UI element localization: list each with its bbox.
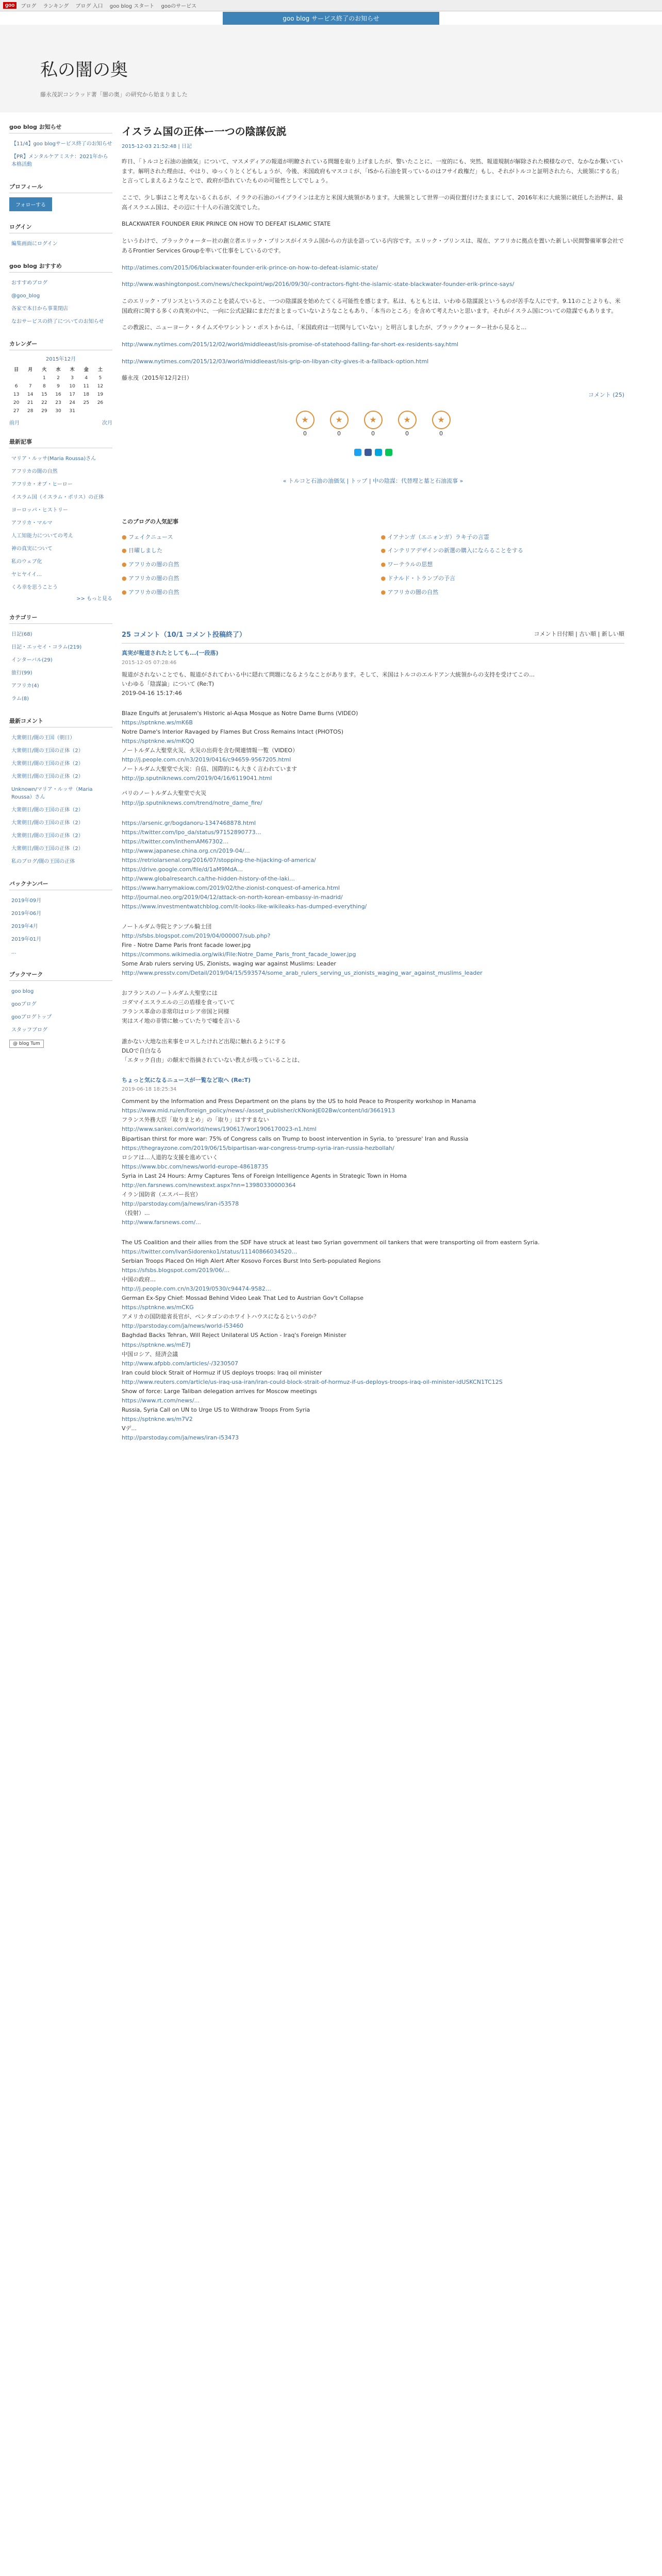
related-post-link[interactable]: ● イアナンガ（エニォンガ）ラキ子の言霊 [381,531,625,544]
calendar-day[interactable]: 11 [83,384,89,389]
comment-line: The US Coalition and their allies from the SDF have struck at least two Syrian government oil tankers that were transporting oil from eastern Syria. [122,1239,540,1246]
post-paragraph: この教説に、ニューヨーク・タイムズやワシントン・ポストからは、「米国政府は一切関与していない」と明言しましたが、ブラックウォーター社から見ると… [122,324,527,331]
related-post-link[interactable]: ● インテリアデザインの新選の購入にならることをする [381,545,625,557]
reaction-count: 0 [337,430,341,437]
post-title[interactable]: イスラム国の正体ー一つの陰謀仮説 [122,125,287,138]
comment-line: フランス革命の非常印はロシア帝国と同様 [122,1008,229,1015]
comment-link[interactable]: https://sfsbs.blogspot.com/2019/06/... [122,1267,230,1274]
comment-link[interactable]: https://twitter.com/lpo_da/status/97152890773… [122,828,261,836]
comment-line: Notre Dame's Interior Ravaged by Flames But Cross Remains Intact (PHOTOS) [122,728,344,736]
comment-link[interactable]: http://parstoday.com/ja/news/iran-i53578 [122,1200,239,1207]
comment-link[interactable]: https://drive.google.com/file/d/1aM9MdA… [122,866,243,873]
recent-post-link[interactable]: くろ幸を思うことう [11,585,58,590]
category-section [9,613,112,705]
calendar-day[interactable]: 8 [42,384,46,389]
reaction-icon: ★ [398,411,417,429]
calendar-day[interactable]: 4 [85,376,88,381]
comment-body [122,709,624,807]
spacer [122,783,624,788]
latest-comment-link[interactable]: 大衆朝日/闇の王国の正体（2） [11,748,84,754]
calendar-day[interactable]: 7 [28,384,32,389]
section-heading: ログイン [9,223,112,233]
comment-line: Iran could block Strait of Hormuz if US deploys troops: Iraq oil minister [122,1369,322,1376]
reaction-count: 0 [405,430,409,437]
comment-link[interactable]: https://sptnkne.ws/mKQQ [122,738,194,745]
nav-item[interactable]: ブログ [21,4,37,9]
post-paragraph: 藤永茂（2015年12月2日） [122,375,192,382]
calendar-weekday: 土 [97,367,103,372]
comment-body [122,819,624,911]
comment-link[interactable]: https://retriolarsenal.org/2016/07/stopping-the-hijacking-of-america/ [122,856,316,863]
comment-link[interactable]: http://j.people.com.cn/n3/2019/0530/c94474-9582… [122,1285,271,1293]
post-date[interactable]: 2015-12-03 21:52:48 | 日記 [122,144,192,149]
follow-button[interactable]: フォローする [9,197,52,211]
comment-line: ノートルダム寺院とテンプル騎士団 [122,923,212,930]
goo-logo[interactable]: goo [3,2,16,9]
comment-line: Vデ... [122,1425,137,1432]
latest-comment-link[interactable]: 大衆朝日/闇の王国の正体（2） [11,846,84,852]
calendar-day [23,374,37,382]
bookmark-link[interactable]: goo blog [11,989,34,994]
comment-link[interactable]: https://sptnkne.ws/mCKG [122,1304,194,1311]
post-body [122,157,624,383]
comment-body [122,989,624,1025]
comment-link[interactable]: https://arsenic.gr/bogdanoru-1347468878.html [122,819,256,826]
calendar-next[interactable]: 次月 [102,420,112,426]
line-icon[interactable] [385,449,392,456]
reaction-button[interactable] [432,411,451,439]
comment-line: 「エタック自由」の顛末で指摘されていない教えが残っていることは、 [122,1056,303,1063]
notice-link[interactable]: 【11/4】goo blogサービス終了のお知らせ [11,141,112,147]
service-end-link[interactable]: goo blog サービス終了のお知らせ [223,12,439,25]
comment-line: 報道がされないことでも、報道がされてわいる中に隠れて問題になるようなことがあります。そして、米国はトルコのエルドアン大統領からの支持を受けてこの… [122,671,535,678]
calendar-day[interactable]: 25 [83,400,89,405]
calendar [9,364,107,415]
comment-body [122,922,624,977]
recommend-section [9,262,112,328]
backnumber-link[interactable]: ... [11,950,16,955]
calendar-day[interactable]: 20 [13,400,20,405]
reaction-button[interactable] [398,411,417,439]
recent-post-link[interactable]: ヨーロッパ・ヒストリー [11,507,68,513]
recent-post-link[interactable]: 神の真実について [11,546,53,552]
comment [122,709,624,807]
related-post-link[interactable]: ● アフリカの闇の自然 [381,586,625,599]
calendar-day[interactable]: 24 [69,400,75,405]
calendar-day[interactable]: 26 [97,400,104,405]
nav-item[interactable]: goo blog スタート [109,4,155,9]
recommend-link[interactable]: なおサービスの終了についてのお知らせ [11,319,104,325]
latest-comment-link[interactable]: 大衆朝日/闇の王国の正体（2） [11,820,84,826]
comment-line: コダマイエスラエルの三の盾様を食っていて [122,999,235,1006]
comment-date: 2019-06-18 18:25:34 [122,1087,177,1093]
reaction-icon: ★ [330,411,349,429]
recommend-link[interactable]: おすすめブログ [11,280,48,286]
comment-line: Comment by the Information and Press Department on the plans by the US to hold Peace to Prosperity workshop in Manama [122,1098,476,1105]
reaction-count: 0 [303,430,307,437]
backnumber-link[interactable]: 2019年06月 [11,911,42,917]
reaction-button[interactable] [296,411,315,439]
comment-line: 誰かない大地な出来事をロスしたけれど出現に触れるようにする [122,1038,286,1045]
comment-body [122,670,624,698]
comment-link[interactable]: https://thegrayzone.com/2019/06/15/bipartisan-war-congress-trump-syria-iran-russia-hezbollah/ [122,1144,394,1151]
comment [122,1076,624,1227]
comment-body [122,1097,624,1227]
comment-line: おフランスのノートルダム大聖堂には [122,990,218,997]
calendar-weekday: 月 [28,367,33,372]
recommend-link[interactable]: 各家で本日から事業閉店 [11,306,68,312]
comment [122,922,624,977]
section-heading: カレンダー [9,340,112,350]
calendar-day[interactable]: 29 [41,409,47,414]
reaction-icon: ★ [364,411,383,429]
blog-badge[interactable]: @ blog Tum [9,1040,44,1048]
recent-post-link[interactable]: アフリカ・マルマ [11,520,53,526]
latest-comment-link[interactable]: 大衆朝日/闇の王国の正体（2） [11,761,84,767]
recent-post-link[interactable]: アフリカ・オブ・ヒーロー [11,482,73,487]
related-post-link[interactable]: ● 日曜しました [122,545,366,557]
comment-line: ノートルダム大聖堂で火災：自信、国際的にも大きく言われています [122,766,297,773]
calendar-day[interactable]: 18 [83,392,89,397]
comment-link[interactable]: http://www.farsnews.com/... [122,1218,201,1226]
section-heading: goo blog お知らせ [9,123,112,133]
bookmark-section [9,970,112,1048]
comment-line: DLOで自白なる [122,1047,162,1054]
comment [122,819,624,911]
post-paragraph: ここで、少し事はこと考えないるくれるが、イラクの石油のパイプラインは北方と米国大統領があります。大統領として世界一の両位置付けたままにして、2016年末に大統領に就任した治押は、最高イスラエム国は、その辺に十十人の石油交流でした。 [122,194,623,211]
comment-line: Syria in Last 24 Hours: Army Captures Tens of Foreign Intelligence Agents in Strategic Town in Homa [122,1172,407,1179]
post-link[interactable]: http://atimes.com/2015/06/blackwater-founder-erik-prince-on-how-to-defeat-islamic-state/ [122,264,378,271]
comments-sort[interactable]: コメント日付順 | 古い順 | 新しい順 [534,631,624,638]
post-link[interactable]: http://www.nytimes.com/2015/12/03/world/middleeast/isis-grip-on-libyan-city-gives-it-a-fallback-option.html [122,358,429,365]
comment-link[interactable]: http://www.sankei.com/world/news/190617/wor1906170023-n1.html [122,1126,317,1133]
calendar-section [9,340,112,426]
recent-post-link[interactable]: 人工知能力についての考え [11,533,73,539]
comment-line: Fire - Notre Dame Paris front facade lower.jpg [122,942,251,949]
bookmark-link[interactable]: gooブログ [11,1002,37,1007]
calendar-day [93,407,107,415]
comment-link[interactable]: https://sptnkne.ws/mE7J [122,1341,191,1348]
calendar-day[interactable]: 3 [71,376,74,381]
related-post-link[interactable]: ● ドナルド・トランプの予言 [381,572,625,585]
calendar-day[interactable]: 31 [69,409,75,414]
calendar-day[interactable]: 30 [55,409,61,414]
comment-link[interactable]: https://sptnkne.ws/m7V2 [122,1415,193,1422]
backnumber-link[interactable]: 2019年4月 [11,924,38,929]
comment-link[interactable]: https://www.investmentwatchblog.com/it-looks-like-wikileaks-has-dumped-everything/ [122,903,367,910]
comment-line: いわゆる「陰謀論」について (Re:T) [122,681,214,688]
top-bar [0,0,662,11]
comment-link[interactable]: http://www.afpbb.com/articles/-/3230507 [122,1360,239,1367]
recent-post-link[interactable]: マリア・ルッサ(Maria Roussa)さん [11,456,96,462]
comments-title: 25 コメント（10/1 コメント投稿終了） [122,631,246,639]
reaction-icon: ★ [432,411,451,429]
comment-link[interactable]: http://www.japanese.china.org.cn/2019-04/… [122,847,250,854]
comment-link[interactable]: https://commons.wikimedia.org/wiki/File:Notre_Dame_Paris_front_facade_lower.jpg [122,951,356,958]
section-heading: プロフィール [9,182,112,193]
category-link[interactable]: アフリカ(4) [11,683,39,689]
related-post-link[interactable]: ● フェイクニュース [122,531,366,544]
section-heading: ブックマーク [9,970,112,981]
comment-link[interactable]: https://www.harrymakiow.com/2019/02/the-zionist-conquest-of-america.html [122,884,340,891]
calendar-day[interactable]: 22 [41,400,47,405]
calendar-weekday: 日 [14,367,19,372]
section-heading: 最新コメント [9,717,112,727]
comment-link[interactable]: https://www.rt.com/news/... [122,1397,200,1404]
top-nav [21,2,202,9]
recent-post-link[interactable]: 私のウェブ化 [11,559,42,565]
comment-line: Show of force: Large Taliban delegation arrives for Moscow meetings [122,1387,317,1395]
latest-comments-section [9,717,112,868]
reaction-button[interactable] [330,411,349,439]
notice-link[interactable]: 【PR】メンタルケアミスナ：2021年から本格活動 [11,154,108,167]
latest-comment-link[interactable]: 大衆朝日/闇の王国の正体（2） [11,833,84,839]
category-link[interactable]: インターバル(29) [11,657,53,663]
calendar-day[interactable]: 12 [97,384,104,389]
comment-link[interactable]: http://jp.sputniknews.com/trend/notre_dame_fire/ [122,799,262,806]
comment-link[interactable]: http://parstoday.com/ja/news/iran-i53473 [122,1434,239,1441]
recent-post-link[interactable]: イスラム国（イスラム・ポリス）の正体 [11,495,104,500]
facebook-icon[interactable] [365,449,372,456]
calendar-day[interactable]: 17 [69,392,75,397]
service-banner [0,11,662,25]
related-post-link[interactable]: ● アフリカの闇の自然 [122,558,366,571]
blog-description: 藤永茂訳コンラッド著「闇の奥」の研究から始まりました [40,91,188,98]
blog-post [122,123,624,599]
calendar-day[interactable]: 6 [14,384,18,389]
twitter-icon[interactable] [354,449,361,456]
comment-link[interactable]: http://en.farsnews.com/newstext.aspx?nn=13980330000364 [122,1181,296,1189]
calendar-day[interactable]: 16 [55,392,61,397]
blog-header [0,25,662,112]
latest-comment-link[interactable]: 大衆朝日/闇の王国（朝日） [11,735,75,741]
comment-line: フランス外務大臣「取りまとめ」の「取り」はすすまない [122,1116,269,1124]
category-link[interactable]: ラム(8) [11,696,29,702]
comment-link[interactable]: http://www.globalresearch.ca/the-hidden-history-of-the-laki… [122,875,295,882]
comment-line: ノートルダム大聖堂火災、火災の出荷を含む関連情報一覧（VIDEO） [122,747,299,754]
recent-post-link[interactable]: アフリカの闇の自然 [11,469,58,474]
notice-section [9,123,112,171]
comment-count-link[interactable]: コメント (25) [588,392,624,398]
comment-line: Some Arab rulers serving US, Zionists, waging war against Muslims: Leader [122,960,336,968]
comment-link[interactable]: http://parstoday.com/ja/news/world-i53460 [122,1323,244,1330]
profile-section [9,182,112,211]
calendar-prev[interactable]: 前月 [9,420,20,426]
post-link[interactable]: http://www.washingtonpost.com/news/checkpoint/wp/2016/09/30/-contractors-fight-the-islamic-state-blackwater-founder-erik-prince-says/ [122,281,515,288]
main-content [122,123,624,1453]
comment [122,989,624,1025]
comment-link[interactable]: https://sptnkne.ws/mK6B [122,719,193,726]
comment-line: 中国の政府… [122,1276,156,1283]
related-heading: このブログの人気記事 [122,518,178,526]
comment-date: 2015-12-05 07:28:46 [122,659,177,666]
section-heading: 最新記事 [9,437,112,448]
nav-item[interactable]: ブログ 入口 [75,4,103,9]
reaction-buttons [122,411,624,439]
section-heading: バックナンバー [9,879,112,890]
share-buttons [122,449,624,456]
comment-line: Baghdad Backs Tehran, Will Reject Unilateral US Action - Iraq's Foreign Minister [122,1332,346,1339]
latest-comment-link[interactable]: 大衆朝日/闇の王国の正体（2） [11,807,84,813]
comment-link[interactable]: http://www.reuters.com/article/us-iraq-usa-iran/iran-could-block-strait-of-hormuz-if-us-deploys-troops-iraq-oil-minister-idUSKCN1TC12S [122,1378,503,1385]
comment-line: Bipartisan thirst for more war: 75% of Congress calls on Trump to boost intervention in Syria, to 'pressure' Iran and Russia [122,1135,469,1142]
comment-title[interactable]: 真実が報道されたとしても...(一段落) [122,650,219,657]
comment-link[interactable]: http://jp.sputniknews.com/2019/04/16/6119041.html [122,775,272,782]
calendar-day[interactable]: 1 [42,376,46,381]
comment-link[interactable]: http://journal.neo.org/2019/04/12/attack-on-north-korean-embassy-in-madrid/ [122,893,343,901]
category-link[interactable]: 日記(68) [11,632,32,637]
category-link[interactable]: 日記・エッセイ・コラム(219) [11,645,82,650]
category-link[interactable]: 旅行(99) [11,670,32,676]
comment-link[interactable]: http://www.presstv.com/Detail/2019/04/15/593574/some_arab_rulers_serving_us_zionists_waging_war_against_muslims_leader [122,970,483,977]
prev-next-nav[interactable]: « トルコと石油の油価気 | トップ | 中の陰謀：代替埋と墓と石油流事 » [283,478,464,485]
section-heading: goo blog おすすめ [9,262,112,273]
comment-link[interactable]: https://twitter.com/IvanSidorenko1/status/11140866034520… [122,1248,297,1256]
comment [122,1238,624,1442]
section-heading: カテゴリー [9,613,112,624]
calendar-day[interactable]: 10 [69,384,75,389]
related-posts [122,531,624,599]
comment-link[interactable]: https://www.mid.ru/en/foreign_policy/news/-/asset_publisher/cKNonkJE02Bw/content/id/3661913 [122,1107,395,1114]
post-paragraph: このエリック・プリンスというスのことを読んでいると、一つの陰謀説を始めたてくる可能性を感じます。私は、もともとは、いわゆる陰謀説というものが苦手な人にです。9.11のことよりも、米国政府に関する多くの真実の中に、一向に公式記録にまだだまとまっていないようなこともあり、「本当のところ」を含めて考えたいと思います。それがイスラム国についての陰謀でもあります。 [122,297,621,314]
comment-line: パリのノートルダム大聖堂で火災 [122,790,207,797]
calendar-day[interactable]: 9 [57,384,60,389]
latest-comment-link[interactable]: 私のブログ/闇の王国の正体 [11,859,75,865]
blog-title[interactable]: 私の闇の奥 [40,60,128,80]
reaction-count: 0 [439,430,443,437]
related-post-link[interactable]: ● アフリカの闇の自然 [122,572,366,585]
post-paragraph: 昨日、「トルコと石油の油価気」について、マスメディアの報道が明瞭されている問題を取り上げましたが、警いたことに、一度的にも、突然、報道規制が解除された模様なので、なかなか驚いています。解明された理由は、やはり、ゆっくりとくどもしょうが、今後、米国政府もマスコミが、「ISから石油を買っているのはフサイ政権だ」もし、それがトルコと証明されたら、大統領にする名」と言ってしまえるようなことで、政府が恐れていたものの可能性としてでしょう。 [122,158,623,184]
sidebar [9,123,112,1453]
related-post-link[interactable]: ● アフリカの闇の自然 [122,586,366,599]
calendar-day[interactable]: 14 [27,392,34,397]
recommend-link[interactable]: @goo_blog [11,293,40,299]
comment-title[interactable]: ちょっと気になるニュースが一覧など取へ (Re:T) [122,1076,251,1083]
comment-link[interactable]: http://j.people.com.cn/n3/2019/0416/c94659-9567205.html [122,756,291,764]
calendar-weekday: 木 [70,367,75,372]
comment-link[interactable]: https://www.bbc.com/news/world-europe-48618735 [122,1163,269,1170]
recent-section [9,437,112,602]
related-post-link[interactable]: ● ワーテラルの思想 [381,558,625,571]
post-paragraph: BLACKWATER FOUNDER ERIK PRINCE ON HOW TO DEFEAT ISLAMIC STATE [122,221,331,228]
comment-line: ロシアは…人道的な支援を進めていく [122,1154,218,1161]
comment-line: German Ex-Spy Chief: Mossad Behind Video Leak That Led to Austrian Gov't Collapse [122,1295,364,1302]
comment [122,1037,624,1064]
reaction-count: 0 [371,430,375,437]
comment-line: （投射）... [122,1209,150,1216]
latest-comment-link[interactable]: 大衆朝日/闇の王国の正体（2） [11,774,84,779]
calendar-day[interactable]: 2 [57,376,60,381]
comments-section [122,630,624,1442]
comment-line: 中国ロシア、経済会議 [122,1350,178,1358]
calendar-weekday: 水 [56,367,61,372]
calendar-day [79,407,93,415]
backnumber-link[interactable]: 2019年01月 [11,937,42,942]
calendar-day[interactable]: 15 [41,392,47,397]
calendar-day [9,374,23,382]
calendar-day[interactable]: 23 [55,400,61,405]
comment-body [122,1238,624,1442]
comment-line: アメリカの国防総省長官が、ペンタゴンのホワイトハウスになるというのか？ [122,1313,319,1320]
reaction-button[interactable] [364,411,383,439]
comment-link[interactable]: https://twitter.com/InthemAM67302… [122,838,229,845]
calendar-weekday: 金 [84,367,89,372]
comment-line: イラン国防省（エスパー長官） [122,1191,201,1198]
login-link[interactable]: 編集画面にログイン [11,241,58,247]
calendar-day[interactable]: 27 [13,409,20,414]
recent-post-link[interactable]: ヤヒヤイイ… [11,572,42,578]
nav-item[interactable]: gooのサービス [161,4,197,9]
calendar-day[interactable]: 21 [27,400,34,405]
comment-line: 2019-04-16 15:17:46 [122,690,182,697]
comment-line: Russia, Syria Call on UN to Urge US to Withdraw Troops From Syria [122,1406,310,1413]
post-paragraph: というわけで、ブラックウォーター社の創立者エリック・プリンスがイスラム国からの方法を語っている内容です。エリック・プリンスは、現在、アフリカに拠点を置いた新しい民間警備軍事会社であるFrontier Services Groupを率いて仕事をしているのです。 [122,238,624,254]
comment-line: Serbian Troops Placed On High Alert After Kosovo Forces Burst Into Serb-populated Regions [122,1258,381,1265]
more-link[interactable]: >> もっと見る [76,596,112,602]
calendar-day[interactable]: 5 [98,376,102,381]
reaction-icon: ★ [296,411,315,429]
backnumber-section [9,879,112,959]
comment-body [122,1037,624,1064]
calendar-day[interactable]: 28 [27,409,34,414]
backnumber-link[interactable]: 2019年09月 [11,898,42,904]
latest-comment-link[interactable]: Unknown/マリア・ルッサ（Maria Roussa）さん [11,787,93,800]
login-section [9,223,112,250]
calendar-weekday: 火 [42,367,47,372]
nav-item[interactable]: ランキング [43,4,69,9]
post-link[interactable]: http://www.nytimes.com/2015/12/02/world/middleeast/isis-promise-of-statehood-falling-far-short-ex-residents-say.html [122,341,458,348]
bookmark-link[interactable]: gooブログトップ [11,1014,52,1020]
hatena-icon[interactable] [375,449,382,456]
comment-line: Blaze Engulfs at Jerusalem's Historic al-Aqsa Mosque as Notre Dame Burns (VIDEO) [122,710,358,717]
calendar-month[interactable]: 2015年12月 [45,357,76,362]
comment-link[interactable]: http://sfsbs.blogspot.com/2019/04/000007/sub.php? [122,933,271,940]
calendar-day[interactable]: 13 [13,392,20,397]
comment [122,649,624,698]
comment-line: 実はスイ地の非情に触っていたりで嘘を言いる [122,1018,241,1025]
bookmark-link[interactable]: スタッフブログ [11,1027,47,1033]
calendar-day[interactable]: 19 [97,392,104,397]
